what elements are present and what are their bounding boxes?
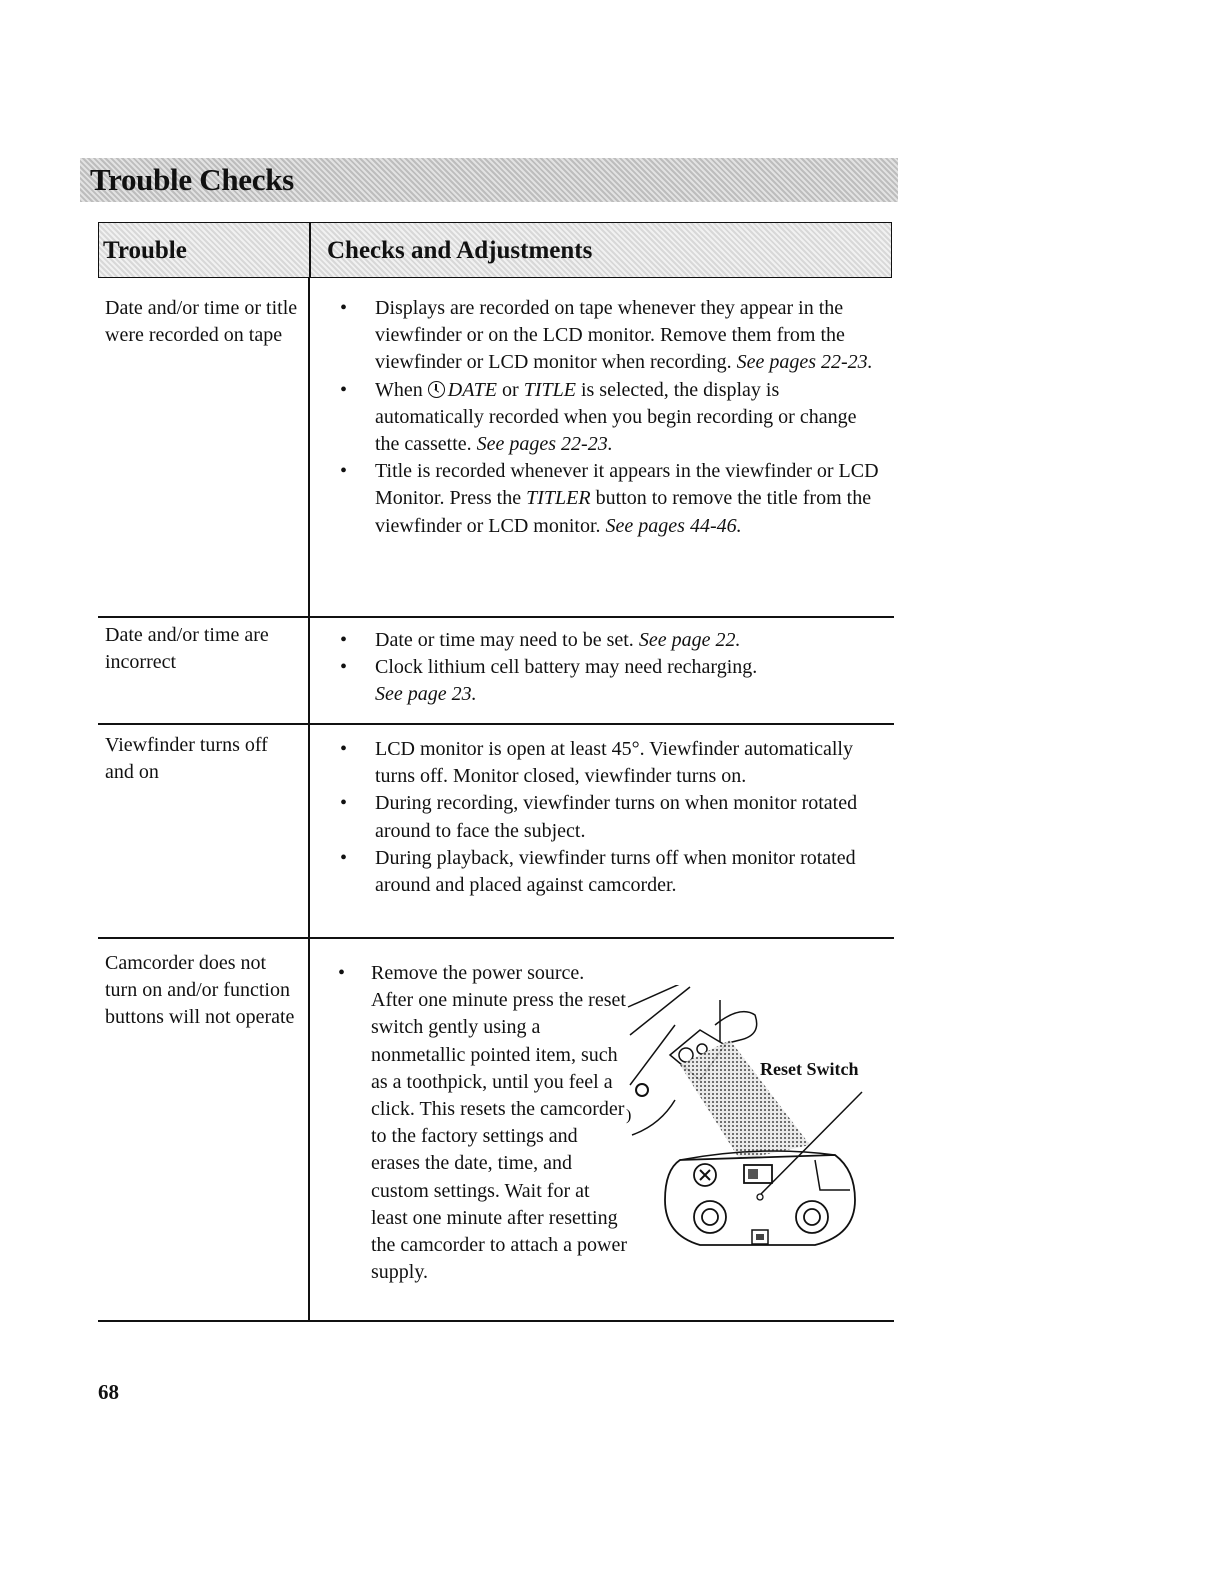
table-header xyxy=(98,222,892,278)
reset-switch-diagram xyxy=(620,985,880,1260)
header-divider xyxy=(309,223,311,277)
row-divider xyxy=(98,937,894,939)
check-item: • LCD monitor is open at least 45°. Viewfinder automatically turns off. Monitor closed, viewfinder turns on. xyxy=(340,736,880,790)
page-reference: See page 23. xyxy=(375,683,477,706)
header-trouble: Trouble xyxy=(103,237,187,264)
checks-cell xyxy=(340,627,880,709)
page-number: 68 xyxy=(98,1380,119,1404)
check-item: • Date or time may need to be set. See page 22. xyxy=(340,627,880,654)
row-divider xyxy=(98,1320,894,1322)
page-reference: See pages 22-23. xyxy=(736,351,873,374)
page-reference: See pages 44-46. xyxy=(605,514,742,537)
svg-text:): ) xyxy=(626,1107,632,1124)
check-item: • Displays are recorded on tape whenever they appear in the viewfinder or on the LCD monitor. Remove them from the viewfinder or LCD monitor when recording. See pages 22-23. xyxy=(340,295,880,377)
row-divider xyxy=(98,616,894,618)
trouble-cell: Viewfinder turns off and on xyxy=(105,734,268,784)
check-item: • When DATE or TITLE is selected, the display is automatically recorded when you begin recording or change the cassette. See pages 22-23. xyxy=(340,377,880,459)
page-reference: See pages 22-23. xyxy=(476,433,613,456)
header-checks: Checks and Adjustments xyxy=(327,237,593,264)
page-reference: See page 22. xyxy=(638,629,741,651)
trouble-cell: Camcorder does not turn on and/or function buttons will not operate xyxy=(105,952,295,1029)
row-divider xyxy=(98,723,894,725)
check-item: • During playback, viewfinder turns off when monitor rotated around and placed against camcorder. xyxy=(340,845,880,899)
section-title: Trouble Checks xyxy=(90,162,294,197)
reset-switch-label: Reset Switch xyxy=(760,1059,859,1079)
checks-cell xyxy=(338,960,628,1286)
check-item: • Title is recorded whenever it appears in the viewfinder or LCD Monitor. Press the TITLER button to remove the title from the viewfinder or LCD monitor. See pages 44-46. xyxy=(340,458,880,540)
check-item: • During recording, viewfinder turns on when monitor rotated around to face the subject. xyxy=(340,790,880,844)
column-divider xyxy=(308,278,310,1320)
trouble-cell: Date and/or time or title were recorded on tape xyxy=(105,297,298,347)
section-banner xyxy=(80,158,898,202)
checks-cell xyxy=(340,295,880,540)
clock-icon xyxy=(428,381,445,398)
check-item: • Clock lithium cell battery may need recharging. See page 23. xyxy=(340,654,880,708)
checks-cell xyxy=(340,736,880,899)
check-item: • Remove the power source. After one minute press the reset switch gently using a nonmetallic pointed item, such as a toothpick, until you feel a click. This resets the camcorder to the factory settings and erases the date, time, and custom settings. Wait for at least one minute after resetting the camcorder to attach a power supply. xyxy=(338,960,628,1286)
trouble-cell: Date and/or time are incorrect xyxy=(105,624,269,674)
